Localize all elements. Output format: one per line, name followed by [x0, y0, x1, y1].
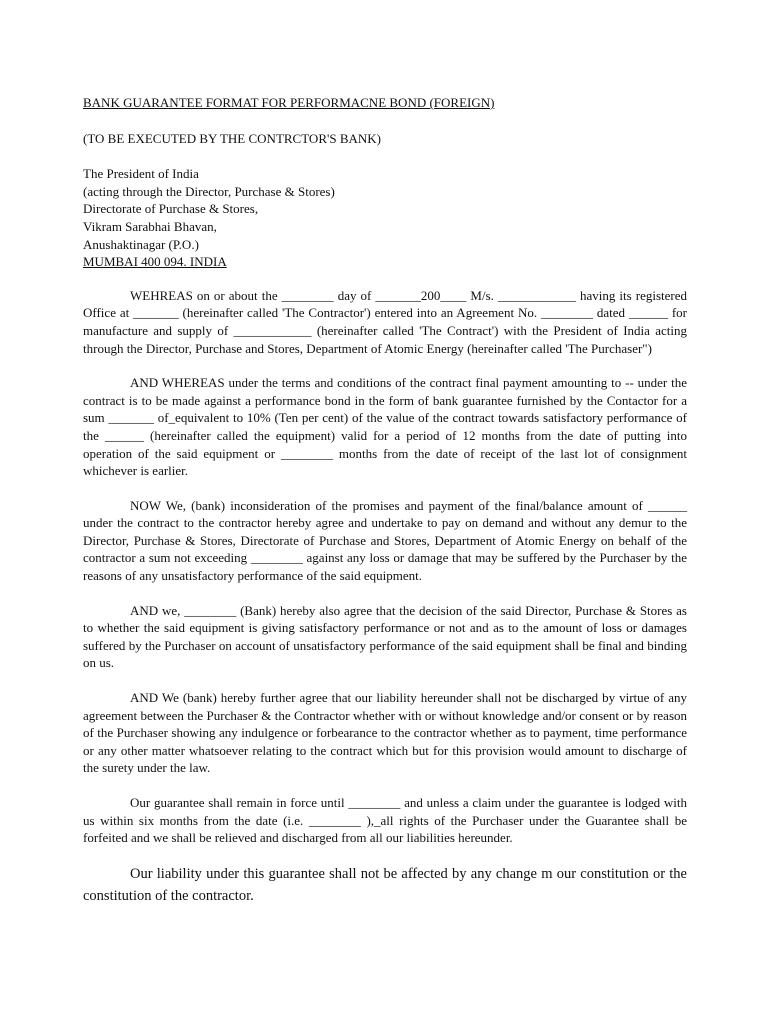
document-title: BANK GUARANTEE FORMAT FOR PERFORMACNE BOND (FOREIGN) — [83, 95, 495, 110]
address-line: Directorate of Purchase & Stores, — [83, 201, 259, 217]
paragraph-liability: AND We (bank) hereby further agree that our liability hereunder shall not be discharged by virtue of any agreement between the Purchaser & the Contractor whether with or without knowledge and/or consent or by reason of the Purchaser showing any indulgence or forbearance to the contractor whether as to payment, time performance or any other matter whatsoever relating to the contract which but for this provision would amount to discharge of the surety under the law. — [83, 690, 687, 776]
paragraph-whereas: WEHREAS on or about the ________ day of _______200____ M/s. ____________ having its registered Office at _______ (hereinafter called 'The Contractor') entered into an Agreement No. ________ dated ______ for manufacture and supply of ____________ (hereinafter called 'The Contract') with the President of India acting through the Director, Purchase and Stores, Department of Atomic Energy (hereinafter called 'The Purchaser") — [83, 287, 687, 356]
document-subtitle: (TO BE EXECUTED BY THE CONTRCTOR'S BANK) — [83, 130, 381, 146]
paragraph-now-we: NOW We, (bank) inconsideration of the promises and payment of the final/balance amount of ______ under the contract to the contractor hereby agree and undertake to pay on demand and without any demur to the Director, Purchase & Stores, Directorate of Purchase and Stores, Department of Atomic Energy on behalf of the contractor a sum not exceeding ________ against any loss or damage that may be suffered by the Purchaser by the reasons of any unsatisfactory performance of the said equipment. — [83, 497, 687, 584]
paragraph-constitution: Our liability under this guarantee shall not be affected by any change m our constitution or the constitution of the contractor. — [83, 865, 687, 905]
address-line: The President of India — [83, 166, 199, 182]
addressee-block — [83, 165, 687, 271]
paragraph-validity: Our guarantee shall remain in force until ________ and unless a claim under the guarantee is lodged with us within six months from the date (i.e. ________ ),_all rights of the Purchaser under the Guarantee shall be forfeited and we shall be relieved and discharged from all our liabilities hereunder. — [83, 795, 687, 846]
address-line: Vikram Sarabhai Bhavan, — [83, 218, 217, 234]
address-line: Anushaktinagar (P.O.) — [83, 236, 199, 252]
document-body — [83, 94, 687, 908]
address-line: (acting through the Director, Purchase & Stores) — [83, 183, 335, 199]
address-line-city: MUMBAI 400 094. INDIA — [83, 254, 227, 270]
paragraph-decision: AND we, ________ (Bank) hereby also agree that the decision of the said Director, Purchase & Stores as to whether the said equipment is giving satisfactory performance or not and as to the amount of loss or damages suffered by the Purchaser on account of unsatisfactory performance of the said equipment shall be final and binding on us. — [83, 602, 687, 671]
paragraph-and-whereas: AND WHEREAS under the terms and conditions of the contract final payment amounting to -- under the contract is to be made against a performance bond in the form of bank guarantee furnished by the Contactor for a sum _______ of_equivalent to 10% (Ten per cent) of the value of the contract towards satisfactory performance of the ______ (hereinafter called the equipment) valid for a period of 12 months from the date of putting into operation of the said equipment or ________ months from the date of receipt of the last lot of consignment whichever is earlier. — [83, 375, 687, 479]
